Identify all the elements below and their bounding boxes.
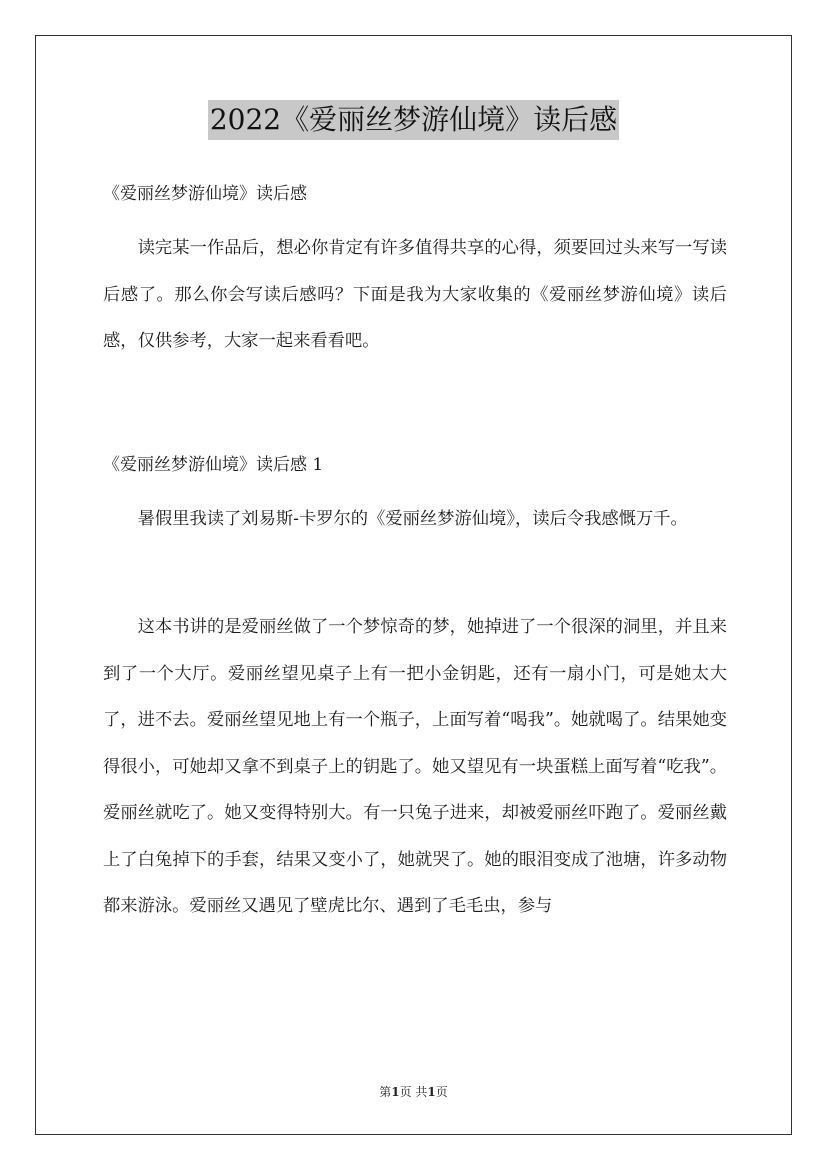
body-paragraph-2: 这本书讲的是爱丽丝做了一个梦惊奇的梦，她掉进了一个很深的洞里，并且来到了一个大厅。爱丽丝望见桌子上有一把小金钥匙，还有一扇小门，可是她太大了，进不去。爱丽丝望见地上有一个瓶子，上面写着“喝我”。她就喝了。结果她变得很小，可她却又拿不到桌子上的钥匙了。她又望见有一块蛋糕上面写着“吃我”。爱丽丝就吃了。她又变得特别大。有一只兔子进来，却被爱丽丝吓跑了。爱丽丝戴上了白兔掉下的手套，结果又变小了，她就哭了。她的眼泪变成了池塘，许多动物都来游泳。爱丽丝又遇见了壁虎比尔、遇到了毛毛虫，参与 [103,617,727,916]
title-container [0,100,827,140]
section-heading: 《爱丽丝梦游仙境》读后感 1 [103,455,324,475]
footer-total-pages: 1 [427,1085,436,1099]
document-title: 2022《爱丽丝梦游仙境》读后感 [208,100,619,140]
intro-paragraph: 读完某一作品后，想必你肯定有许多值得共享的心得，须要回过头来写一写读后感了。那么你会写读后感吗？下面是我为大家收集的《爱丽丝梦游仙境》读后感，仅供参考，大家一起来看看吧。 [103,238,727,351]
footer-page-number: 1 [391,1085,400,1099]
footer-page-prefix: 第 [379,1085,392,1099]
footer-page-mid: 页 共 [399,1085,428,1099]
body-paragraph-1: 暑假里我读了刘易斯-卡罗尔的《爱丽丝梦游仙境》，读后令我感慨万千。 [137,509,688,529]
document-subtitle: 《爱丽丝梦游仙境》读后感 [103,184,307,204]
page-footer [0,1084,827,1100]
footer-page-suffix: 页 [435,1085,448,1099]
